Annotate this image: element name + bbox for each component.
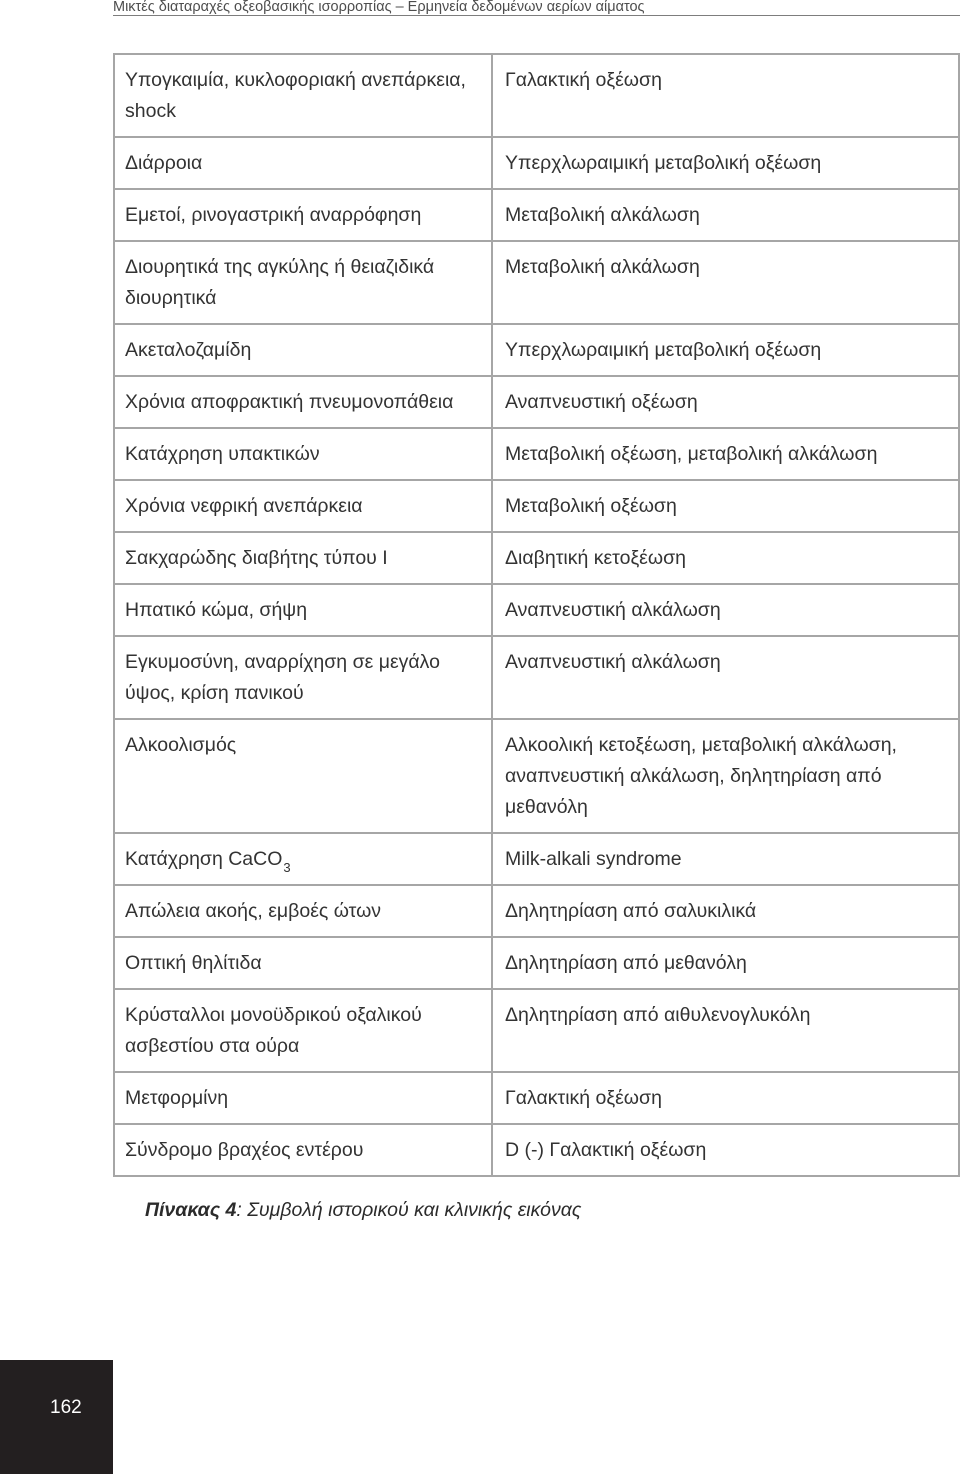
disorder-text: Αναπνευστική οξέωση bbox=[505, 391, 698, 413]
disorder-text: Γαλακτική οξέωση bbox=[505, 69, 662, 91]
cause-text: Εμετοί, ρινογαστρική αναρρόφηση bbox=[125, 204, 422, 226]
disorder-cell bbox=[493, 585, 958, 635]
disorder-cell bbox=[493, 938, 958, 988]
header-rule bbox=[113, 15, 960, 16]
cause-text: ασβεστίου στα ούρα bbox=[125, 1035, 300, 1057]
cause-cell bbox=[115, 481, 493, 531]
cause-text: ύψος, κρίση πανικού bbox=[125, 682, 304, 704]
disorder-text: Δηλητηρίαση από σαλυκιλικά bbox=[505, 900, 757, 922]
cause-cell bbox=[115, 55, 493, 136]
cause-text: Σακχαρώδης διαβήτης τύπου I bbox=[125, 547, 388, 569]
cause-text: shock bbox=[125, 100, 176, 122]
cause-cell bbox=[115, 242, 493, 323]
cause-text: Χρόνια νεφρική ανεπάρκεια bbox=[125, 495, 363, 517]
disorder-text: Μεταβολική αλκάλωση bbox=[505, 256, 700, 278]
cause-text-with-formula bbox=[125, 844, 479, 875]
table-row bbox=[115, 531, 958, 583]
cause-cell bbox=[115, 637, 493, 718]
running-head: Μικτές διαταραχές οξεοβασικής ισορροπίας – Ερμηνεία δεδομένων αερίων αίματος bbox=[113, 0, 645, 15]
cause-text: Κατάχρηση CaCO bbox=[125, 848, 283, 870]
table-row bbox=[115, 832, 958, 884]
disorder-text: Διαβητική κετοξέωση bbox=[505, 547, 686, 569]
caption-text: : Συμβολή ιστορικού και κλινικής εικόνας bbox=[236, 1199, 582, 1221]
cause-text: Κατάχρηση υπακτικών bbox=[125, 443, 320, 465]
cause-text: Αλκοολισμός bbox=[125, 734, 237, 756]
cause-text: Χρόνια αποφρακτική πνευμονοπάθεια bbox=[125, 391, 454, 413]
cause-cell bbox=[115, 533, 493, 583]
disorder-cell bbox=[493, 1073, 958, 1123]
table-row bbox=[115, 1123, 958, 1175]
table-row bbox=[115, 884, 958, 936]
table-row bbox=[115, 718, 958, 832]
cause-cell bbox=[115, 325, 493, 375]
cause-text: Μετφορμίνη bbox=[125, 1087, 229, 1109]
cause-cell bbox=[115, 990, 493, 1071]
disorder-text: Αναπνευστική αλκάλωση bbox=[505, 599, 721, 621]
disorder-text: Αναπνευστική αλκάλωση bbox=[505, 651, 721, 673]
table-row bbox=[115, 1071, 958, 1123]
disorder-cell bbox=[493, 481, 958, 531]
disorder-text: Υπερχλωραιμική μεταβολική οξέωση bbox=[505, 152, 822, 174]
disorder-text: Υπερχλωραιμική μεταβολική οξέωση bbox=[505, 339, 822, 361]
disorder-cell bbox=[493, 190, 958, 240]
cause-text: διουρητικά bbox=[125, 287, 217, 309]
table-row bbox=[115, 936, 958, 988]
cause-text: Εγκυμοσύνη, αναρρίχηση σε μεγάλο bbox=[125, 651, 440, 673]
disorder-cell bbox=[493, 138, 958, 188]
table-row bbox=[115, 188, 958, 240]
table-row bbox=[115, 375, 958, 427]
disorder-text: Μεταβολική αλκάλωση bbox=[505, 204, 700, 226]
disorder-cell bbox=[493, 637, 958, 718]
disorder-cell bbox=[493, 55, 958, 136]
cause-cell bbox=[115, 938, 493, 988]
disorder-cell bbox=[493, 325, 958, 375]
cause-cell bbox=[115, 190, 493, 240]
table-row bbox=[115, 583, 958, 635]
disorder-text: Μεταβολική οξέωση, μεταβολική αλκάλωση bbox=[505, 443, 878, 465]
cause-text: Υπογκαιμία, κυκλοφοριακή ανεπάρκεια, bbox=[125, 69, 466, 91]
cause-text: Διάρροια bbox=[125, 152, 203, 174]
cause-text: Απώλεια ακοής, εμβοές ώτων bbox=[125, 900, 382, 922]
cause-text: Διουρητικά της αγκύλης ή θειαζιδικά bbox=[125, 256, 435, 278]
cause-cell bbox=[115, 585, 493, 635]
disorder-cell bbox=[493, 533, 958, 583]
etiology-table bbox=[113, 53, 960, 1177]
disorder-text: μεθανόλη bbox=[505, 796, 588, 818]
disorder-cell bbox=[493, 1125, 958, 1175]
cause-text: Σύνδρομο βραχέος εντέρου bbox=[125, 1139, 364, 1161]
table-row bbox=[115, 635, 958, 718]
cause-cell bbox=[115, 1125, 493, 1175]
cause-text: Οπτική θηλίτιδα bbox=[125, 952, 262, 974]
disorder-text: Milk-alkali syndrome bbox=[505, 848, 682, 870]
disorder-cell bbox=[493, 834, 958, 884]
disorder-text: Γαλακτική οξέωση bbox=[505, 1087, 662, 1109]
disorder-text: D (-) Γαλακτική οξέωση bbox=[505, 1139, 707, 1161]
table-row bbox=[115, 323, 958, 375]
disorder-cell bbox=[493, 429, 958, 479]
caption-label: Πίνακας 4 bbox=[145, 1199, 237, 1221]
table-row bbox=[115, 240, 958, 323]
disorder-cell bbox=[493, 377, 958, 427]
disorder-text: Δηλητηρίαση από μεθανόλη bbox=[505, 952, 747, 974]
table-row bbox=[115, 136, 958, 188]
cause-text: Κρύσταλλοι μονοϋδρικού οξαλικού bbox=[125, 1004, 422, 1026]
page-number: 162 bbox=[50, 1397, 82, 1418]
disorder-text: αναπνευστική αλκάλωση, δηλητηρίαση από bbox=[505, 765, 882, 787]
cause-cell bbox=[115, 138, 493, 188]
disorder-cell bbox=[493, 242, 958, 323]
cause-cell bbox=[115, 429, 493, 479]
table-row bbox=[115, 479, 958, 531]
disorder-text: Αλκοολική κετοξέωση, μεταβολική αλκάλωση, bbox=[505, 734, 897, 756]
disorder-text: Μεταβολική οξέωση bbox=[505, 495, 677, 517]
cause-text: Ηπατικό κώμα, σήψη bbox=[125, 599, 308, 621]
cause-cell bbox=[115, 1073, 493, 1123]
table-caption bbox=[145, 1198, 581, 1222]
cause-cell bbox=[115, 720, 493, 832]
cause-cell bbox=[115, 834, 493, 884]
table-row bbox=[115, 55, 958, 136]
disorder-cell bbox=[493, 886, 958, 936]
table-row bbox=[115, 427, 958, 479]
cause-cell bbox=[115, 377, 493, 427]
page-number-box bbox=[0, 1360, 113, 1474]
disorder-cell bbox=[493, 720, 958, 832]
formula-subscript: 3 bbox=[283, 860, 291, 875]
disorder-text: Δηλητηρίαση από αιθυλενογλυκόλη bbox=[505, 1004, 811, 1026]
table-row bbox=[115, 988, 958, 1071]
cause-text: Ακεταλοζαμίδη bbox=[125, 339, 252, 361]
cause-cell bbox=[115, 886, 493, 936]
disorder-cell bbox=[493, 990, 958, 1071]
